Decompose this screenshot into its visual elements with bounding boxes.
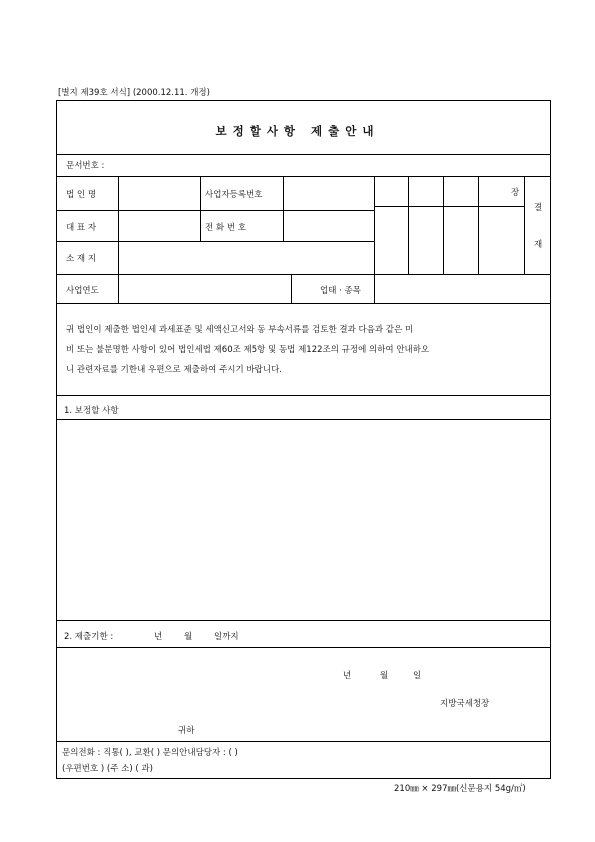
biz-reg-no-field[interactable] (285, 178, 372, 208)
corp-name-field[interactable] (120, 178, 198, 208)
divider (118, 176, 119, 303)
divider (56, 419, 551, 420)
phone-label: 전 화 번 호 (205, 223, 246, 233)
divider (56, 741, 551, 742)
divider (374, 206, 524, 207)
intro-line-1: 귀 법인이 제출한 법인세 과세표준 및 세액신고서와 동 부속서류를 검토한 결과 다음과 같은 미 (66, 325, 414, 335)
approval-label-top: 결 (534, 203, 543, 213)
date-day: 일 (413, 671, 422, 681)
intro-line-3: 니 관련자료를 기한내 우편으로 제출하여 주시기 바랍니다. (66, 365, 282, 375)
divider (524, 176, 525, 274)
divider (56, 241, 374, 242)
deadline-day: 일까지 (214, 632, 239, 642)
contact-address-line: (우편번호 ) (주 소) ( 과) (62, 764, 153, 774)
corp-name-label: 법 인 명 (66, 190, 97, 200)
biz-reg-no-label: 사업자등록번호 (205, 190, 263, 200)
form-title: 보정할사항 제출안내 (215, 124, 380, 138)
intro-line-2: 비 또는 불분명한 사항이 있어 법인세법 제60조 제5항 및 동법 제122조의 규정에 의하여 안내하오 (66, 345, 430, 355)
approval-label-bottom: 재 (534, 240, 543, 250)
correction-items-area[interactable] (58, 421, 549, 618)
recipient: 귀하 (178, 726, 195, 736)
date-year: 년 (343, 671, 352, 681)
biz-type-field[interactable] (376, 276, 549, 301)
divider (478, 176, 479, 274)
divider (56, 303, 551, 304)
paper-spec-note: 210㎜ × 297㎜(신문용지 54g/㎡) (394, 784, 526, 794)
divider (200, 176, 201, 241)
biz-type-label: 업태 · 종목 (320, 286, 361, 296)
address-label: 소 재 지 (66, 254, 97, 264)
representative-field[interactable] (120, 212, 198, 239)
form-number-note: [별지 제39호 서식] (2000.12.11. 개정) (58, 88, 210, 98)
representative-label: 대 표 자 (66, 223, 97, 233)
divider (408, 176, 409, 274)
issuer: 지방국세청장 (440, 699, 490, 709)
doc-number-field[interactable] (130, 156, 540, 174)
divider (56, 274, 551, 275)
address-field[interactable] (120, 243, 372, 272)
deadline-label: 2. 제출기한 : (64, 632, 114, 642)
biz-year-label: 사업연도 (66, 286, 99, 296)
divider (56, 210, 374, 211)
doc-number-label: 문서번호 : (66, 161, 105, 171)
section-1-title: 1. 보정할 사항 (64, 406, 119, 416)
divider (56, 620, 551, 621)
divider (56, 395, 551, 396)
deadline-month: 월 (184, 632, 193, 642)
approval-chief-label: 장 (511, 188, 520, 198)
divider (443, 176, 444, 274)
divider (56, 154, 551, 155)
divider (291, 274, 292, 303)
contact-phone-line: 문의전화 : 직통( ), 교환( ) 문의안내담당자 : ( ) (62, 748, 238, 758)
biz-year-field[interactable] (120, 276, 289, 301)
phone-field[interactable] (285, 212, 372, 239)
divider (283, 176, 284, 241)
divider (56, 176, 551, 177)
date-month: 월 (380, 671, 389, 681)
divider (374, 176, 375, 303)
divider (56, 647, 551, 648)
deadline-year: 년 (154, 632, 163, 642)
